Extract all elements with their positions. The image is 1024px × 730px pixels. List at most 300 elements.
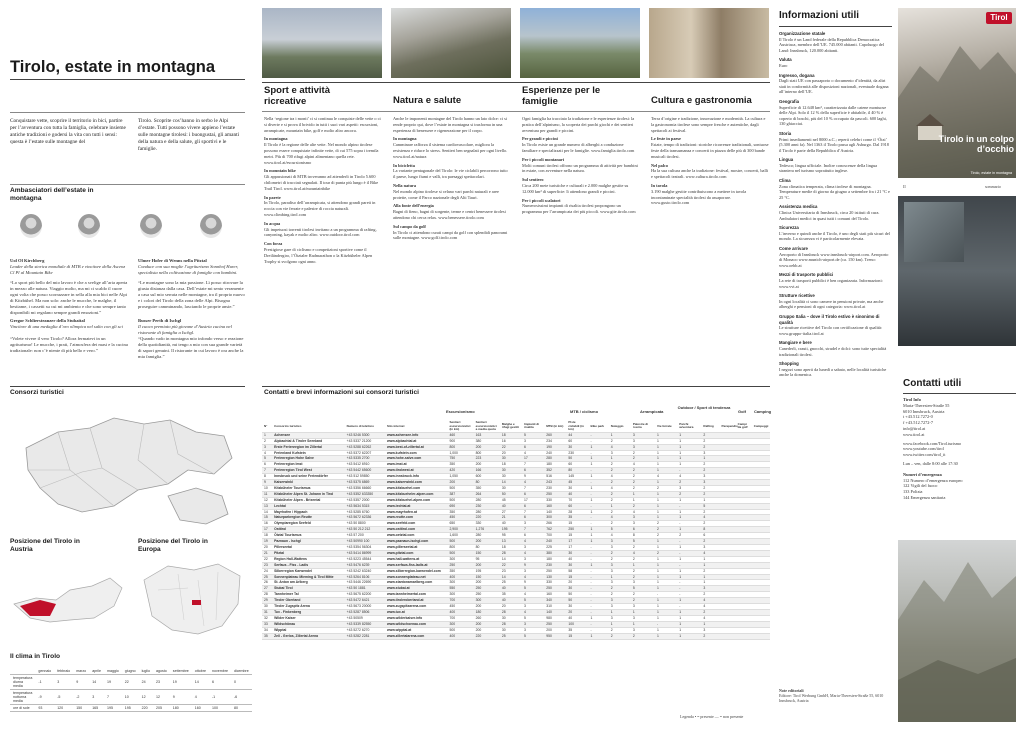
column-subheading: In parete: [264, 194, 281, 200]
table-cell: 40: [500, 586, 522, 592]
table-cell-link[interactable]: www.silberregion-karwendel.com: [385, 568, 447, 574]
table-cell-link[interactable]: www.lechtal.at: [385, 503, 447, 509]
climate-heading: Il clima in Tirolo: [10, 653, 61, 660]
table-cell: 2: [262, 438, 272, 444]
table-cell: 3: [631, 604, 655, 610]
table-cell: 230: [474, 503, 500, 509]
table-cell: 80: [566, 468, 588, 474]
table-cell: -: [589, 574, 609, 580]
table-cell: 1: [589, 474, 609, 480]
table-cell-link[interactable]: www.mayrhofen.at: [385, 509, 447, 515]
table-cell: 40: [566, 491, 588, 497]
table-cell: 3: [609, 545, 631, 551]
info-item-text: Le strutture ricettive del Tirolo con certificazione di qualità: www.gruppo-italia.tirol.at: [779, 325, 883, 336]
photo-cultura: [649, 8, 769, 78]
table-cell-link[interactable]: www.innsbruck.info: [385, 474, 447, 480]
table-cell: 4: [631, 462, 655, 468]
table-cell: 234: [544, 438, 566, 444]
table-cell: +43 5476 6239: [345, 562, 385, 568]
table-cell: +43 5634 5315: [345, 503, 385, 509]
table-cell: 1: [609, 432, 631, 438]
table-cell: +43 5287 8506: [345, 609, 385, 615]
table-cell-link[interactable]: www.best-of-zillertal.at: [385, 444, 447, 450]
table-cell-link[interactable]: www.kaiserwinkl.com: [385, 480, 447, 486]
table-cell: 31: [262, 609, 272, 615]
table-cell: Pitztal: [272, 550, 345, 556]
table-cell: -: [589, 598, 609, 604]
table-cell: 4: [701, 515, 719, 521]
table-cell: 1: [701, 621, 719, 627]
climate-value: 19: [104, 675, 122, 690]
contacts-social[interactable]: www.youtube.com/tirol: [903, 446, 944, 452]
table-cell: -: [589, 556, 609, 562]
climate-row-label: temperatura diurna media: [10, 675, 35, 690]
table-cell: 17: [566, 539, 588, 545]
table-cell: 1: [677, 633, 701, 639]
table-cell: 17: [522, 497, 544, 503]
info-item-title: Sicurezza: [779, 225, 799, 231]
table-cell-link[interactable]: www.zugspitzarena.com: [385, 604, 447, 610]
table-cell: +43 50990 100: [345, 539, 385, 545]
column-subheading: Nella natura: [393, 182, 417, 188]
table-cell: Alpbachtal & Tiroler Seenland: [272, 438, 345, 444]
table-cell: 260: [474, 615, 500, 621]
table-cell: Osttirol: [272, 527, 345, 533]
filler-text: Bagni di fieno, bagni di sorgente, terme e centri benessere tirolesi attendono chi cerca relax. www.benessere.tirolo.com: [393, 209, 506, 220]
table-cell: -: [677, 592, 701, 598]
table-cell: 2: [609, 438, 631, 444]
table-cell-link[interactable]: www.stantonamarlberg.com: [385, 580, 447, 586]
table-cell: 2: [609, 480, 631, 486]
table-cell: +43 50 8800: [345, 521, 385, 527]
table-cell-link[interactable]: www.kitzbuehel-alpen.com: [385, 497, 447, 503]
table-cell-link[interactable]: www.wilderkaiser.info: [385, 615, 447, 621]
table-cell: 6: [262, 462, 272, 468]
climate-value: 7: [104, 690, 122, 705]
table-cell-link[interactable]: www.hall-wattens.at: [385, 556, 447, 562]
table-cell: +43 5246 5300: [345, 432, 385, 438]
table-cell: 25: [500, 580, 522, 586]
table-cell: 30: [500, 485, 522, 491]
table-cell: 4: [677, 474, 701, 480]
table-cell: 550: [447, 586, 473, 592]
table-cell: 2: [631, 485, 655, 491]
month-label: luglio: [139, 668, 153, 675]
table-cell: 30: [566, 604, 588, 610]
table-cell: 4: [655, 474, 677, 480]
table-cell: +43 5472 6421: [345, 598, 385, 604]
table-header-row: [262, 421, 770, 432]
table-cell-link[interactable]: www.paznaun-ischgl.com: [385, 539, 447, 545]
filler-text: In Tirolo, paradiso dell’arrampicata, si attendono grandi pareti in roccia con vie ferrate e palestre di roccia naturali. www.climbing.tirol.com: [264, 200, 376, 217]
table-cell: 3: [631, 438, 655, 444]
table-cell: -: [589, 592, 609, 598]
table-cell: 380: [544, 550, 566, 556]
table-cell: -: [589, 491, 609, 497]
column-header: Palestre di roccia: [631, 421, 655, 432]
info-item-title: Valuta: [779, 57, 792, 63]
info-item: [779, 225, 892, 242]
table-cell: 3: [609, 568, 631, 574]
table-cell: 150: [474, 574, 500, 580]
table-cell: Ferienregion Tirol West: [272, 468, 345, 474]
table-cell: 30: [500, 474, 522, 480]
table-cell: [736, 633, 752, 639]
table-cell: 400: [447, 574, 473, 580]
emergency-title: Numeri d’emergenza: [903, 471, 942, 477]
table-cell: 30: [500, 456, 522, 462]
table-cell: -: [677, 539, 701, 545]
climate-row-label: ore di sole: [10, 705, 35, 712]
table-cell: 250: [544, 621, 566, 627]
climate-value: -6: [231, 690, 252, 705]
filler-text: Gli impetuosi torrenti tirolesi invitano a un programma di rafting, canyoning, kayak e molto altro. www.outdoor.tirol.com: [264, 226, 377, 238]
table-cell: 310: [544, 604, 566, 610]
table-cell-link[interactable]: www.serfaus-fiss-ladis.at: [385, 562, 447, 568]
table-cell: -: [677, 503, 701, 509]
table-cell: 3: [631, 627, 655, 633]
column-header: Noleggio: [609, 421, 631, 432]
table-cell: 3: [522, 556, 544, 562]
table-cell: 14: [500, 574, 522, 580]
photo-famiglie: [520, 8, 640, 78]
table-cell: 45: [566, 480, 588, 486]
contacts-hours: Lun – ven, dalle 8:00 alle 17:30: [903, 460, 958, 466]
table-cell-link[interactable]: www.sonnenplateau.net: [385, 574, 447, 580]
table-cell: 230: [544, 562, 566, 568]
table-cell: 180: [544, 556, 566, 562]
table-cell: -: [677, 562, 701, 568]
table-cell: 2: [701, 633, 719, 639]
ambassador-quote: “Volete vivere il vero Tirolo? Allora fermatevi in un agriturismo! Le mucche, i prati, l’atmosfera dei masi e la cucina tradizionale: non c’è niente di più bello e vero.”: [10, 336, 128, 353]
table-cell: 1: [677, 444, 701, 450]
info-item: [779, 99, 892, 127]
table-cell: 163: [474, 432, 500, 438]
table-cell: 1: [655, 450, 677, 456]
table-cell: 1: [701, 456, 719, 462]
table-cell: 500: [447, 497, 473, 503]
table-cell: 21: [500, 515, 522, 521]
table-cell: 1: [609, 609, 631, 615]
info-item-text: Aeroporto di Innsbruck www.innsbruck-airport.com. Aeroporto di Monaco www.munich-airport.de (ca. 150 km). Treno: www.oebb.at: [779, 251, 889, 268]
table-cell: 762: [544, 527, 566, 533]
table-cell: 1: [677, 615, 701, 621]
table-cell: 200: [474, 580, 500, 586]
info-item-text: Clinica Universitaria di Innsbruck, circa 20 istituti di cura. Ambulatori medici in quasi tutti i comuni del Tirolo.: [779, 210, 880, 221]
table-cell-link[interactable]: www.imst.at: [385, 462, 447, 468]
column-intro: Nella ‘regione tra i monti’ ci si continua le conquiste delle vette o ci si diverte e si prova il brivido in tutti i suoi vari aspetti: escursioni, arrampicate, mountain bike, golf e molto altro ancora.: [264, 116, 381, 133]
table-cell: +43 5223 45544: [345, 556, 385, 562]
group-header: MTB / ciclismo: [570, 409, 599, 414]
publisher-title: Note editoriali: [779, 688, 804, 693]
table-cell: 7: [522, 509, 544, 515]
table-cell: 10: [262, 485, 272, 491]
month-label: settembre: [170, 668, 192, 675]
table-cell-link[interactable]: www.tux.at: [385, 609, 447, 615]
table-cell: 23: [262, 562, 272, 568]
filler-text: Camminare rafforza il sistema cardiovascolare, migliora la resistenza e riduce lo stress. Sentieri ben segnalati per ogni livello. www.tirol.at/natura: [393, 142, 508, 159]
table-cell: 6: [701, 533, 719, 539]
table-cell: 1: [655, 491, 677, 497]
info-item-text: Primi insediamenti nel 8000 a.C.; reperti celebri come il ‘Ötzi’ (5.300 anni fa). Nel 1363 il Tirolo passa agli Asburgo. Dal 1918 il Tirolo è parte della Repubblica d’Austria.: [779, 136, 889, 153]
info-item-title: Mezzi di trasporto pubblici: [779, 272, 834, 278]
tirol-logo: Tirol: [986, 12, 1012, 24]
divider: [10, 112, 245, 113]
table-cell-link[interactable]: www.kitzbueheler-alpen.com: [385, 491, 447, 497]
table-cell: 13: [500, 539, 522, 545]
climate-row: [10, 675, 252, 690]
divider: [10, 184, 245, 185]
table-cell: +43 5372 62207: [345, 450, 385, 456]
table-cell: Wipptal: [272, 627, 345, 633]
column-subheading: Per i piccoli scalatori: [522, 197, 561, 203]
table-cell: 2: [677, 533, 701, 539]
table-cell-link[interactable]: www.tannheimertal.com: [385, 592, 447, 598]
table-cell: 500: [447, 539, 473, 545]
filler-text: Nel mondo alpino tirolese si celano vari parchi naturali e aree protette, come il Parco nazionale degli Alti Tauri.: [393, 188, 499, 200]
contacts-web[interactable]: www.tirol.at: [903, 431, 925, 437]
table-cell: 2: [677, 480, 701, 486]
table-cell: 25: [262, 574, 272, 580]
table-cell: 3: [609, 539, 631, 545]
consorzi-heading: Consorzi turistici: [10, 389, 64, 396]
table-cell: 17: [522, 456, 544, 462]
table-cell: 50: [566, 598, 588, 604]
info-item-text: La rete di trasporti pubblici è ben organizzata. Informazioni: www.vvt.at: [779, 277, 883, 289]
table-cell-link[interactable]: www.wipptal.at: [385, 627, 447, 633]
table-cell: 516: [544, 474, 566, 480]
contacts-address: Maria-Theresien-Straße 55: [903, 402, 950, 408]
emergency-number: 133 Polizia: [903, 489, 923, 495]
table-cell: 40: [566, 615, 588, 621]
climate-value: 4: [192, 690, 209, 705]
table-cell-link[interactable]: www.alpbachtal.at: [385, 438, 447, 444]
table-cell: 180: [474, 609, 500, 615]
table-cell: 2: [701, 491, 719, 497]
table-cell: Achensee: [272, 432, 345, 438]
info-item: [779, 293, 892, 310]
contacts-social[interactable]: www.facebook.com/Tirol.turismo: [903, 440, 962, 446]
map-austria-heading: Posizione del Tirolo in Austria: [10, 538, 80, 553]
emergency-number: 122 Vigili del fuoco: [903, 483, 938, 489]
table-cell-link[interactable]: www.kufstein.com: [385, 450, 447, 456]
table-cell: 1: [655, 633, 677, 639]
contacts-heading: Contatti utili: [903, 378, 962, 389]
table-cell: 30: [566, 444, 588, 450]
table-cell: 1: [655, 586, 677, 592]
table-cell: 1: [701, 580, 719, 586]
column-heading-famiglie: Esperienze per le famiglie: [522, 85, 601, 107]
table-cell-link[interactable]: www.tiroleroberland.at: [385, 598, 447, 604]
climate-value: 150: [73, 705, 89, 712]
main-title: Tirolo, estate in montagna: [10, 58, 216, 76]
table-cell: 70: [566, 497, 588, 503]
table-cell: 4: [522, 550, 544, 556]
table-cell: 800: [447, 444, 473, 450]
table-cell: 380: [474, 438, 500, 444]
table-cell: +43 5412 6910: [345, 462, 385, 468]
table-cell: +43 5357 2000: [345, 497, 385, 503]
table-cell: 5: [522, 633, 544, 639]
table-cell: +43 5675 62200: [345, 592, 385, 598]
table-cell: 700: [544, 533, 566, 539]
table-cell: 1: [631, 609, 655, 615]
table-cell: 3: [522, 438, 544, 444]
table-cell: Kaiserwinkl: [272, 480, 345, 486]
table-cell: 2: [701, 468, 719, 474]
table-cell: 2: [655, 550, 677, 556]
table-cell: 250: [474, 586, 500, 592]
column-subheading: Nel palco: [651, 162, 669, 168]
table-cell: 1: [589, 539, 609, 545]
table-cell: 2: [609, 491, 631, 497]
contacts-mail[interactable]: info@tirol.at: [903, 425, 926, 431]
info-item-text: Dagli stati UE con passaporto o documento d’identità, da altri stati in conformità alle disposizioni nazionali, eventuale dogana all’interno dell’UE.: [779, 78, 889, 95]
table-cell: 2: [701, 438, 719, 444]
table-cell-link[interactable]: www.zillertalarena.com: [385, 633, 447, 639]
ambassador-name: Gregor Schliersteanzer della Stubaital: [10, 318, 85, 323]
table-cell: 4: [609, 515, 631, 521]
table-cell: 4: [701, 550, 719, 556]
table-cell: 200: [544, 627, 566, 633]
info-item: [779, 340, 892, 357]
table-cell-link[interactable]: www.stubai.at: [385, 586, 447, 592]
table-cell: 1: [677, 432, 701, 438]
table-cell: 420: [447, 468, 473, 474]
table-cell: 9: [262, 480, 272, 486]
table-cell: 58: [566, 568, 588, 574]
table-cell: 28: [500, 550, 522, 556]
table-cell: 15: [566, 533, 588, 539]
table-cell-link[interactable]: www.reutte.com: [385, 515, 447, 521]
climate-value: 3: [89, 690, 104, 705]
contacts-social[interactable]: www.twitter.com/tirol_it: [903, 452, 946, 458]
column-subheading: In montagna: [393, 136, 417, 142]
cover-title: Tirolo in un colpo d’occhio: [938, 134, 1014, 154]
climate-value: 120: [54, 705, 73, 712]
austria-map: [10, 560, 126, 640]
info-item-title: Storia: [779, 130, 792, 136]
table-cell-link[interactable]: www.hohe-salve.com: [385, 456, 447, 462]
column-subheading: Per grandi e piccini: [522, 136, 558, 142]
table-cell: -: [589, 468, 609, 474]
table-cell: 60: [566, 503, 588, 509]
column-body-sport: [264, 116, 382, 378]
table-cell-link[interactable]: www.osttirol.com: [385, 527, 447, 533]
info-item-text: Euro: [779, 62, 788, 68]
table-cell: 1: [655, 432, 677, 438]
ambassador-name: Ulmer Hofer di Wenns nella Pitztal: [138, 258, 207, 263]
table-cell: 800: [474, 450, 500, 456]
table-cell: 150: [474, 550, 500, 556]
ambassador-card: [10, 258, 128, 276]
table-cell: Wildschönau: [272, 621, 345, 627]
table-cell: 6: [522, 533, 544, 539]
info-item-text: In ogni località ci sono camere in pensioni private, ma anche alberghi e pensioni di ogni categoria: www.tirol.at: [779, 298, 884, 310]
column-subheading: Sul campo da golf: [393, 223, 426, 229]
contacts-org: Tirol Info: [903, 397, 921, 402]
ambassador-portrait: [200, 214, 222, 238]
table-cell: Lechtal: [272, 503, 345, 509]
table-cell-link[interactable]: www.oetztal.com: [385, 533, 447, 539]
cover-photo: [898, 8, 1016, 178]
table-cell: 2: [655, 485, 677, 491]
table-cell: 6: [522, 444, 544, 450]
table-cell: +43 5356 66660: [345, 485, 385, 491]
column-header: Malghe e rifugi gestiti: [500, 421, 522, 432]
table-cell-link[interactable]: www.seefeld.com: [385, 521, 447, 527]
table-cell: 1: [677, 598, 701, 604]
table-cell: 4: [701, 598, 719, 604]
table-cell: +43 5673 20000: [345, 604, 385, 610]
table-cell: 23: [500, 568, 522, 574]
table-cell: 2: [701, 462, 719, 468]
table-cell-link[interactable]: www.kitzbuehel.com: [385, 485, 447, 491]
table-cell-link[interactable]: www.tirolwest.at: [385, 468, 447, 474]
table-cell: 264: [474, 491, 500, 497]
ambassador-text: Conduce con sua moglie l’agriturismo Sonnhof Hurer, specialista nella coltivazione di famiglie con bambini.: [138, 264, 238, 275]
table-cell: 18: [500, 462, 522, 468]
info-item-text: Superficie di 12.648 km², caratterizzata dalle catene montuose delle Alpi. Solo il 12 % della superficie è abitabile, il 40 % è coperto di boschi, più del 10 % occupato da pascoli. 600 laghi, 130 ghiacciai.: [779, 104, 887, 127]
table-cell: 1: [589, 444, 609, 450]
table-body: [262, 432, 770, 639]
table-cell: Tux - Finkenberg: [272, 609, 345, 615]
table-cell: 3: [522, 545, 544, 551]
climate-value: 12: [139, 690, 153, 705]
table-cell: 6: [522, 503, 544, 509]
divider: [903, 393, 1016, 394]
table-cell: 240: [544, 539, 566, 545]
table-cell: 1: [655, 468, 677, 474]
table-cell: 200: [474, 444, 500, 450]
table-heading: Contatti e brevi informazioni sui consorzi turistici: [264, 389, 419, 396]
intro-left: Conquistare vette, scoprire il territorio in bici, partire per l’avventura con tutta la famiglia, celebrare insieme antiche tradizioni e godersi la vita con tutti i sensi: questa è l’estate sulle montagne del: [10, 118, 126, 145]
table-cell: 500: [447, 627, 473, 633]
info-item: [779, 361, 892, 378]
table-cell: St. Anton am Arlberg: [272, 580, 345, 586]
info-item-text: Canederli, crauti, gnocchi, strudel e dolci: sono tutte specialità tradizionali tirolesi.: [779, 345, 887, 357]
info-item-title: Organizzazione statale: [779, 31, 826, 36]
table-cell: 3: [609, 450, 631, 456]
table-cell: -: [589, 609, 609, 615]
ambassador-text: Il cuoco premiato più giovane d’Austria cucina nel ristorante di famiglia a Ischgl.: [138, 324, 232, 335]
mountain-silhouette: [898, 540, 1016, 722]
table-cell: Ferienland Kufstein: [272, 450, 345, 456]
table-cell: 1: [655, 480, 677, 486]
table-cell: 30: [500, 627, 522, 633]
table-cell: 690: [447, 503, 473, 509]
table-cell: 1: [701, 497, 719, 503]
table-cell: 22: [500, 562, 522, 568]
info-item-title: Geografia: [779, 98, 800, 104]
table-cell-link[interactable]: www.pitztal.com: [385, 550, 447, 556]
table-cell: 16: [262, 521, 272, 527]
table-cell: Ferienregion Hohe Salve: [272, 456, 345, 462]
table-cell-link[interactable]: www.pillerseetal.at: [385, 545, 447, 551]
table-cell: Wilder Kaiser: [272, 615, 345, 621]
table-cell: 1: [631, 491, 655, 497]
table-cell-link[interactable]: www.achensee.info: [385, 432, 447, 438]
table-cell: +43 5339 82550: [345, 621, 385, 627]
table-cell: 3: [701, 586, 719, 592]
table-cell: 280: [474, 497, 500, 503]
table-cell-link[interactable]: www.wildschoenau.com: [385, 621, 447, 627]
table-cell: 1: [677, 527, 701, 533]
table-cell: 27: [262, 586, 272, 592]
table-cell: 3: [631, 432, 655, 438]
climate-value: 9: [170, 690, 192, 705]
emergency-number: 144 Emergenza sanitaria: [903, 494, 946, 500]
